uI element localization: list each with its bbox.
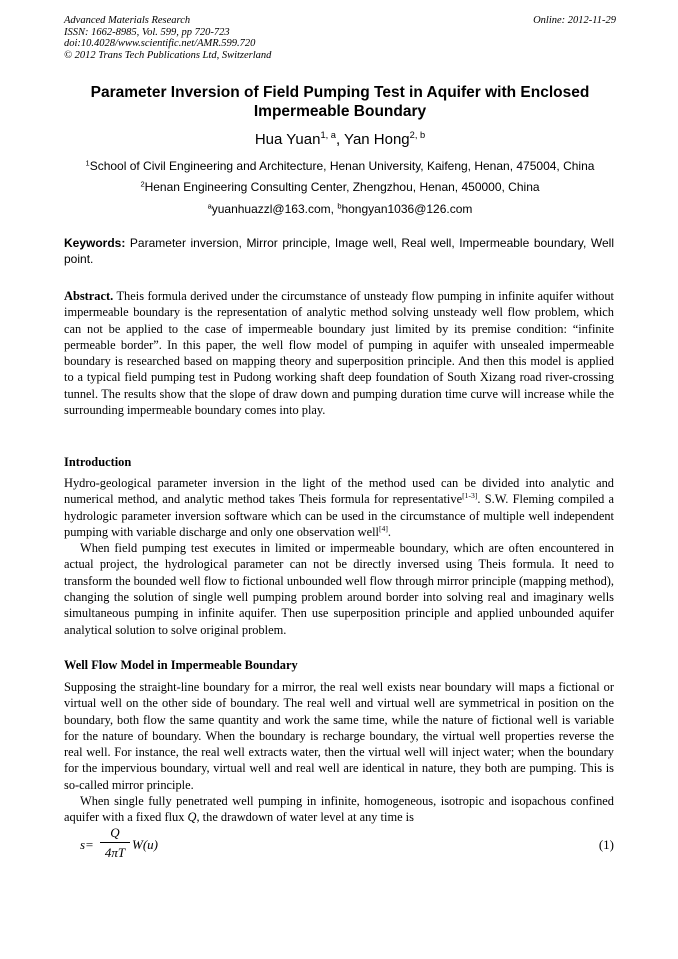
author-2: Yan Hong xyxy=(344,131,410,148)
intro-p1-text-c: . xyxy=(387,524,392,539)
copyright-line: © 2012 Trans Tech Publications Ltd, Switzerland xyxy=(64,49,272,61)
online-date: Online: 2012-11-29 xyxy=(533,15,616,26)
author-line xyxy=(64,131,616,149)
flux-symbol: Q xyxy=(187,810,197,825)
intro-paragraph-2: When field pumping test executes in limited or impermeable boundary, which are often encountered in actual project, the hydrological parameter can not be directly inversed using Theis formula. It need to transform the bounded well flow to fictional unbounded well flow through mirror principle (mapping method), changing the solution of single well pumping problem around border into solving real and imaginary wells simultaneous pumping in infinite aquifer. Then use superposition principle and applied unbounded aquifer analytical solution to solve original problem. xyxy=(64,541,614,637)
author-1-sup: 1, a xyxy=(320,130,336,141)
abstract xyxy=(64,288,614,418)
fraction-bar xyxy=(100,842,130,843)
wellflow-p2-text-b: , the drawdown of water level at any time is xyxy=(196,810,414,825)
equation-number: (1) xyxy=(598,837,614,852)
journal-header xyxy=(64,15,616,61)
equation-fraction xyxy=(100,825,130,860)
abstract-text: Theis formula derived under the circumstance of unsteady flow pumping in infinite aquifer without impermeable boundary is the representation of analytic method solving unsteady well flow problem, which can not be applied to the case of impermeable boundary just limited by its premise condition: “infinite permeable border”. In this paper, the well flow model of pumping in aquifer with unsealed impermeable boundary is researched based on mapping theory and superposition principle. And then this model is applied to a typical field pumping test in Pudong working shaft deep foundation of South Xizang road river-crossing tunnel. The results show that the slope of draw down and pumping duration time curve will increase while the surrounding impermeable boundary comes into play. xyxy=(64,289,614,418)
affiliation-1-text: School of Civil Engineering and Architecture, Henan University, Kaifeng, Henan, 475004, China xyxy=(89,159,595,173)
wellflow-paragraph-2 xyxy=(64,793,614,826)
keywords-label: Keywords: xyxy=(64,236,126,250)
introduction-body xyxy=(64,475,614,638)
journal-name: Advanced Materials Research xyxy=(64,15,191,26)
intro-p1-text-a: Hydro-geological parameter inversion in the light of the method used can be divided into analytic and numerical method, and analytic method takes Theis formula for representative xyxy=(64,476,614,507)
author-1: Hua Yuan xyxy=(254,131,321,148)
paper-title: Parameter Inversion of Field Pumping Test in Aquifer with Enclosed Impermeable Boundary xyxy=(90,84,590,120)
equation-rhs: W(u) xyxy=(132,837,158,852)
intro-p1-text-b: . S.W. Fleming compiled a hydrologic parameter inversion software which can be used in the circumstance of multiple well independent pumping with variable discharge and only one observation well xyxy=(64,492,614,539)
affiliation-1-sup: 1 xyxy=(85,158,90,168)
equation-1 xyxy=(80,825,614,865)
abstract-label: Abstract. xyxy=(64,289,114,303)
well-flow-body xyxy=(64,679,614,826)
author-sep: , xyxy=(335,131,345,148)
doi-line: doi:10.4028/www.scientific.net/AMR.599.720 xyxy=(64,38,256,49)
intro-paragraph-1 xyxy=(64,475,614,540)
email-line xyxy=(64,202,616,216)
equation-numerator: Q xyxy=(110,825,120,840)
citation-ref-1: [1-3] xyxy=(462,491,478,501)
affiliation-2-sup: 2 xyxy=(140,179,145,189)
wellflow-p2-text-a: When single fully penetrated well pumping in infinite, homogeneous, isotropic and isopachous confined aquifer with a fixed flux xyxy=(64,794,614,825)
heading-well-flow: Well Flow Model in Impermeable Boundary xyxy=(64,658,298,672)
equation-denominator: 4πT xyxy=(104,845,126,860)
email-b: hongyan1036@126.com xyxy=(341,202,473,216)
keywords xyxy=(64,236,614,267)
affiliation-2-text: Henan Engineering Consulting Center, Zhengzhou, Henan, 450000, China xyxy=(144,180,540,194)
affiliation-2 xyxy=(64,180,616,194)
citation-ref-2: [4] xyxy=(378,524,388,534)
author-2-sup: 2, b xyxy=(409,130,426,141)
email-a-sup: a xyxy=(207,201,212,211)
issn-line: ISSN: 1662-8985, Vol. 599, pp 720-723 xyxy=(64,26,230,38)
heading-introduction: Introduction xyxy=(64,455,132,469)
email-a: yuanhuazzl@163.com, xyxy=(211,202,338,216)
equation-lhs: s= xyxy=(80,837,94,852)
affiliation-1 xyxy=(64,159,616,173)
wellflow-paragraph-1: Supposing the straight-line boundary for a mirror, the real well exists near boundary will maps a fictional or virtual well on the other side of boundary. The real well and virtual well are symmetrical in position on the boundary, both flow the same quantity and work the same time, while the nature of fictional well is variable for the nature of boundary. When the boundary is recharge boundary, the virtual well properties reverse the real well. For instance, the real well extracts water, then the virtual well will inject water; when the boundary for the impervious boundary, virtual well and real well are identical in nature, they both are pumping. This is so-called mirror principle. xyxy=(64,680,614,792)
keywords-text: Parameter inversion, Mirror principle, Image well, Real well, Impermeable boundary, Well point. xyxy=(64,236,614,266)
email-b-sup: b xyxy=(337,201,342,211)
